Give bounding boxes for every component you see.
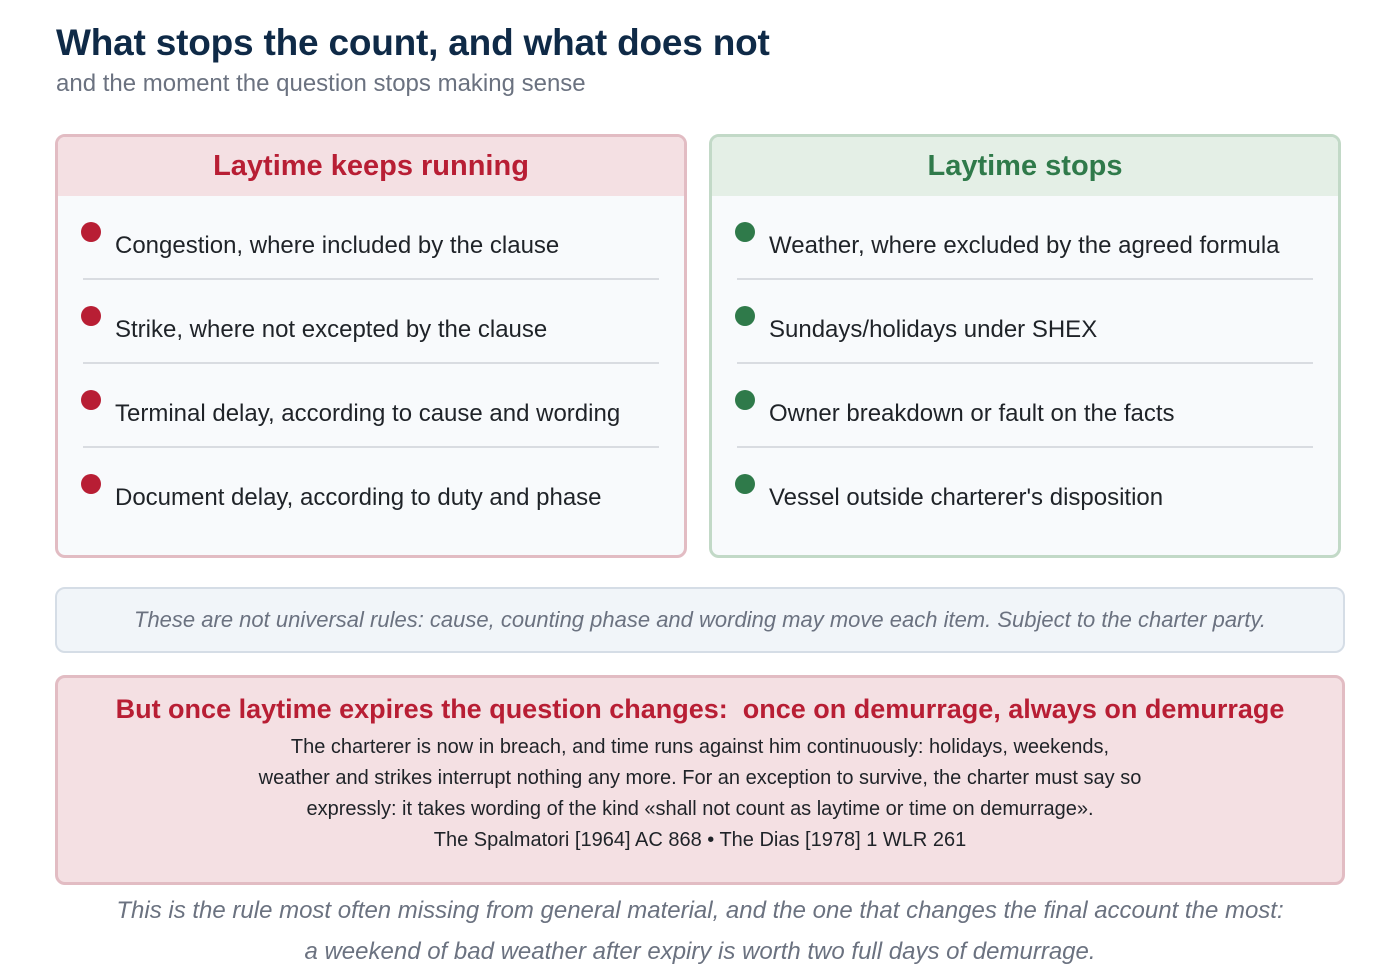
demurrage-body: [58, 732, 1342, 856]
list-item-text: Weather, where excluded by the agreed formula: [769, 232, 1280, 259]
footer-line: a weekend of bad weather after expiry is worth two full days of demurrage.: [304, 938, 1096, 965]
list-item-text: Terminal delay, according to cause and wording: [115, 400, 621, 427]
laytime-stops-panel: [709, 134, 1341, 558]
list-item: [737, 280, 1313, 364]
list-item: [737, 196, 1313, 280]
green-bullet-icon: [735, 222, 755, 242]
list-item-text: Owner breakdown or fault on the facts: [769, 400, 1175, 427]
page-title: What stops the count, and what does not: [56, 22, 770, 63]
red-bullet-icon: [81, 222, 101, 242]
laytime-stops-list: [712, 196, 1338, 532]
footer-note: [0, 890, 1400, 972]
demurrage-line: The charterer is now in breach, and time runs against him continuously: holidays, weekends,: [290, 736, 1110, 758]
disclaimer-note: These are not universal rules: cause, counting phase and wording may move each item. Subject to the charter party.: [55, 587, 1345, 653]
list-item-text: Sundays/holidays under SHEX: [769, 316, 1098, 343]
laytime-stops-heading: Laytime stops: [712, 137, 1338, 196]
laytime-running-panel: [55, 134, 687, 558]
demurrage-line: expressly: it takes wording of the kind «shall not count as laytime or time on demurrage».: [306, 798, 1094, 820]
list-item-text: Vessel outside charterer's disposition: [769, 484, 1164, 511]
footer-line: This is the rule most often missing from general material, and the one that changes the final account the most:: [116, 897, 1284, 924]
list-item: [83, 196, 659, 280]
list-item: [83, 364, 659, 448]
list-item: [737, 364, 1313, 448]
list-item: [83, 448, 659, 532]
demurrage-callout: [55, 675, 1345, 885]
green-bullet-icon: [735, 390, 755, 410]
green-bullet-icon: [735, 306, 755, 326]
case-citations: The Spalmatori [1964] AC 868 • The Dias [1978] 1 WLR 261: [433, 829, 967, 851]
laytime-running-list: [58, 196, 684, 532]
page-subtitle: and the moment the question stops making sense: [56, 70, 586, 97]
list-item: [83, 280, 659, 364]
red-bullet-icon: [81, 474, 101, 494]
red-bullet-icon: [81, 390, 101, 410]
list-item-text: Congestion, where included by the clause: [115, 232, 560, 259]
red-bullet-icon: [81, 306, 101, 326]
laytime-running-heading: Laytime keeps running: [58, 137, 684, 196]
list-item-text: Strike, where not excepted by the clause: [115, 316, 548, 343]
demurrage-line: weather and strikes interrupt nothing any more. For an exception to survive, the charter must say so: [258, 767, 1142, 789]
list-item: [737, 448, 1313, 532]
green-bullet-icon: [735, 474, 755, 494]
demurrage-title: But once laytime expires the question changes: once on demurrage, always on demurrage: [115, 694, 1285, 724]
list-item-text: Document delay, according to duty and phase: [115, 484, 602, 511]
